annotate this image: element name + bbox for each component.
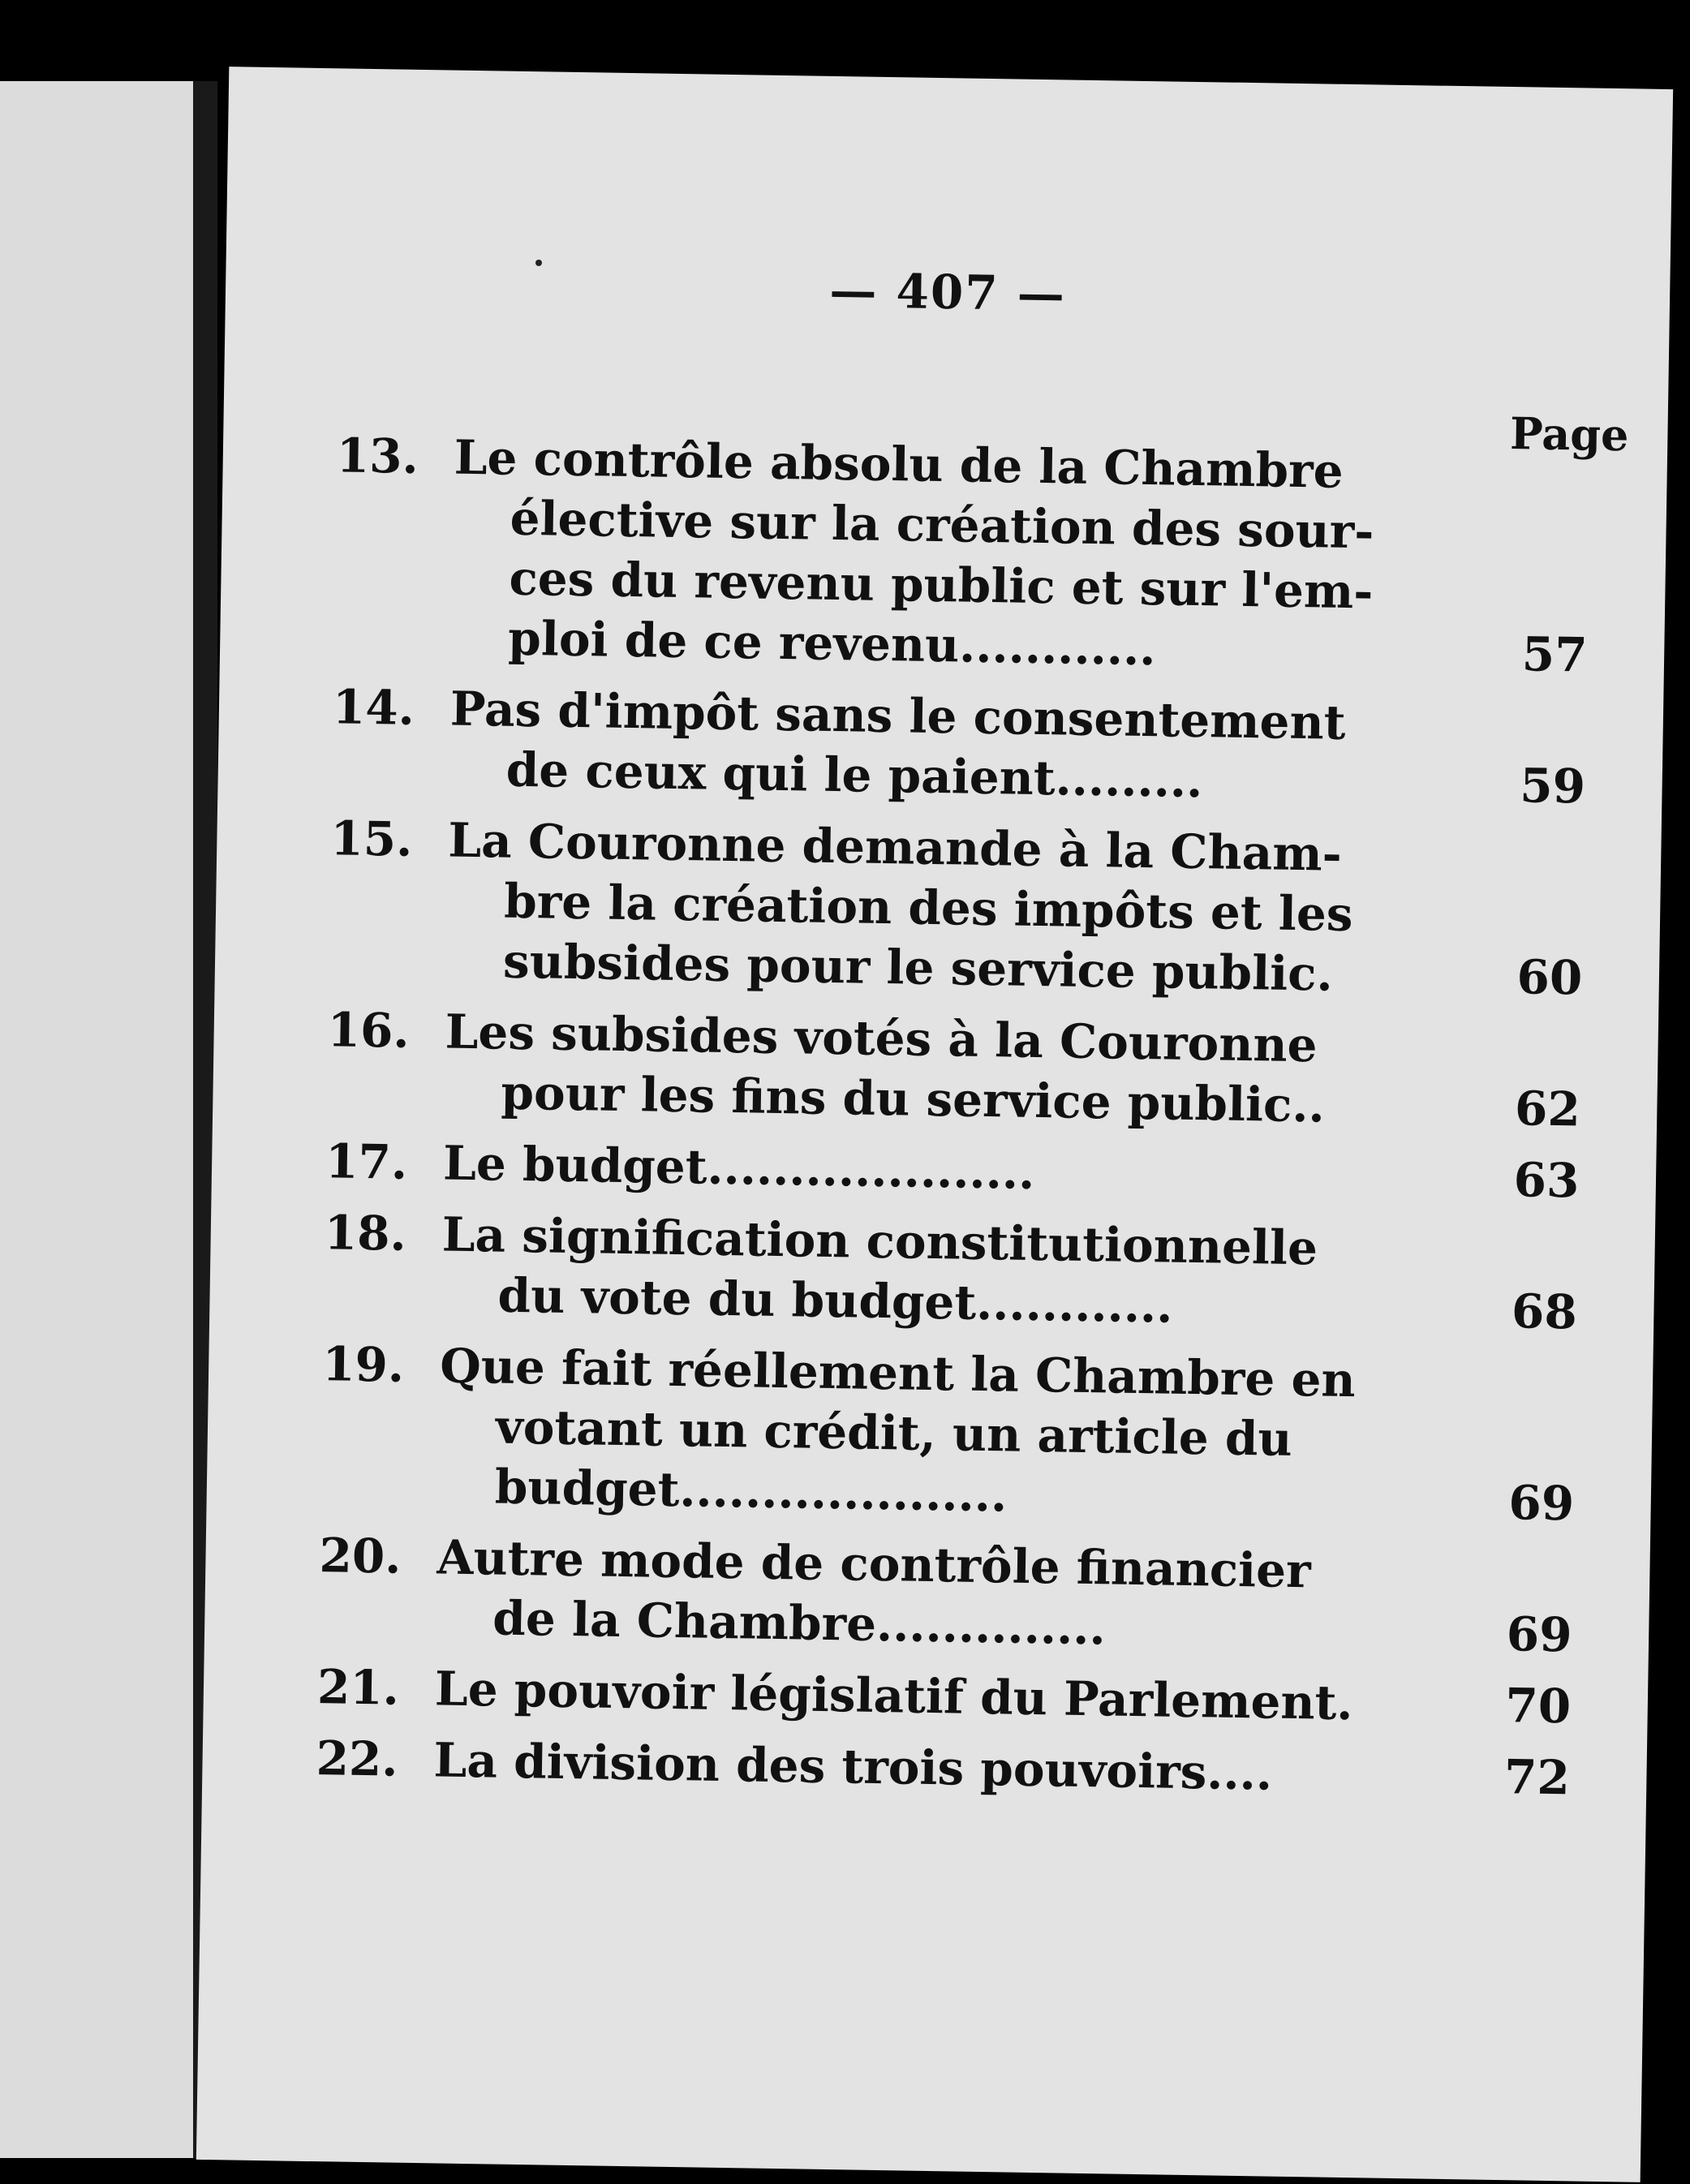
page-column-label: Page: [1509, 407, 1629, 462]
entry-line: Autre mode de contrôle financier: [436, 1529, 1312, 1599]
toc-entry: [323, 1202, 1590, 1342]
entry-line: La division des trois pouvoirs....: [433, 1732, 1273, 1801]
entry-title: [446, 810, 1507, 1007]
entry-page: 57: [1521, 626, 1589, 683]
toc-entry: [320, 1334, 1588, 1533]
entry-line: élective sur la création des sour-: [510, 490, 1374, 560]
entry-line: budget....................: [494, 1459, 1008, 1523]
toc-entry: [333, 425, 1602, 685]
entry-number: 21.: [316, 1659, 400, 1716]
entry-title: [443, 1133, 1503, 1209]
entry-page: 60: [1516, 949, 1583, 1006]
entry-line: ces du revenu public et sur l'em-: [508, 550, 1374, 620]
entry-title: [449, 679, 1509, 815]
entry-line: du vote du budget............: [497, 1267, 1173, 1334]
entry-title: [436, 1527, 1496, 1663]
toc-entry: [329, 808, 1597, 1008]
entry-page: 68: [1511, 1283, 1578, 1340]
entry-line: Les subsides votés à la Couronne: [445, 1004, 1318, 1073]
entry-line: pour les fins du service public..: [501, 1064, 1326, 1133]
entry-number: 19.: [321, 1336, 405, 1393]
entry-title: [433, 1730, 1493, 1806]
scanned-page: [196, 67, 1673, 2182]
table-of-contents: [316, 425, 1602, 1819]
entry-line: subsides pour le service public.: [502, 933, 1334, 1002]
entry-page: 62: [1514, 1081, 1581, 1137]
scan-speck: [535, 260, 542, 266]
entry-line: de la Chambre..............: [492, 1590, 1107, 1656]
entry-number: 16.: [327, 1002, 411, 1059]
entry-page: 70: [1504, 1678, 1572, 1735]
entry-number: 14.: [332, 679, 415, 736]
toc-entry: [331, 677, 1598, 816]
entry-line: Le budget....................: [442, 1135, 1035, 1200]
toc-entry: [325, 1131, 1592, 1210]
entry-line: Pas d'impôt sans le consentement: [449, 681, 1346, 750]
toc-entry: [316, 1657, 1583, 1736]
entry-page: 59: [1519, 758, 1586, 815]
entry-title: [434, 1658, 1494, 1735]
entry-title: [437, 1335, 1499, 1532]
entry-number: 15.: [329, 810, 413, 867]
entry-line: Le pouvoir législatif du Parlement.: [434, 1661, 1354, 1731]
entry-line: bre la création des impôts et les: [503, 873, 1353, 943]
entry-page: 72: [1503, 1749, 1571, 1806]
toc-entry: [316, 1728, 1582, 1808]
page-number: — 407 —: [828, 262, 1067, 322]
entry-line: La signification constitutionnelle: [441, 1206, 1318, 1276]
entry-number: 20.: [319, 1528, 402, 1584]
entry-page: 69: [1506, 1606, 1573, 1663]
entry-number: 22.: [316, 1730, 399, 1787]
entry-line: ploi de ce revenu............: [507, 610, 1157, 677]
entry-title: [441, 1204, 1501, 1340]
entry-page: 69: [1507, 1475, 1575, 1532]
toc-entry: [326, 1000, 1593, 1139]
entry-number: 17.: [325, 1133, 408, 1190]
entry-number: 18.: [324, 1205, 407, 1262]
entry-line: La Couronne demande à la Cham-: [447, 812, 1343, 882]
entry-title: [451, 428, 1513, 684]
entry-page: 63: [1513, 1152, 1580, 1209]
toc-entry: [318, 1525, 1585, 1665]
entry-line: de ceux qui le paient.........: [505, 742, 1203, 809]
entry-line: Que fait réellement la Chambre en: [439, 1338, 1357, 1408]
facing-page: [0, 81, 195, 2158]
entry-line: votant un crédit, un article du: [495, 1399, 1293, 1467]
entry-line: Le contrôle absolu de la Chambre: [454, 429, 1344, 499]
entry-number: 13.: [336, 428, 419, 484]
entry-title: [444, 1002, 1504, 1138]
